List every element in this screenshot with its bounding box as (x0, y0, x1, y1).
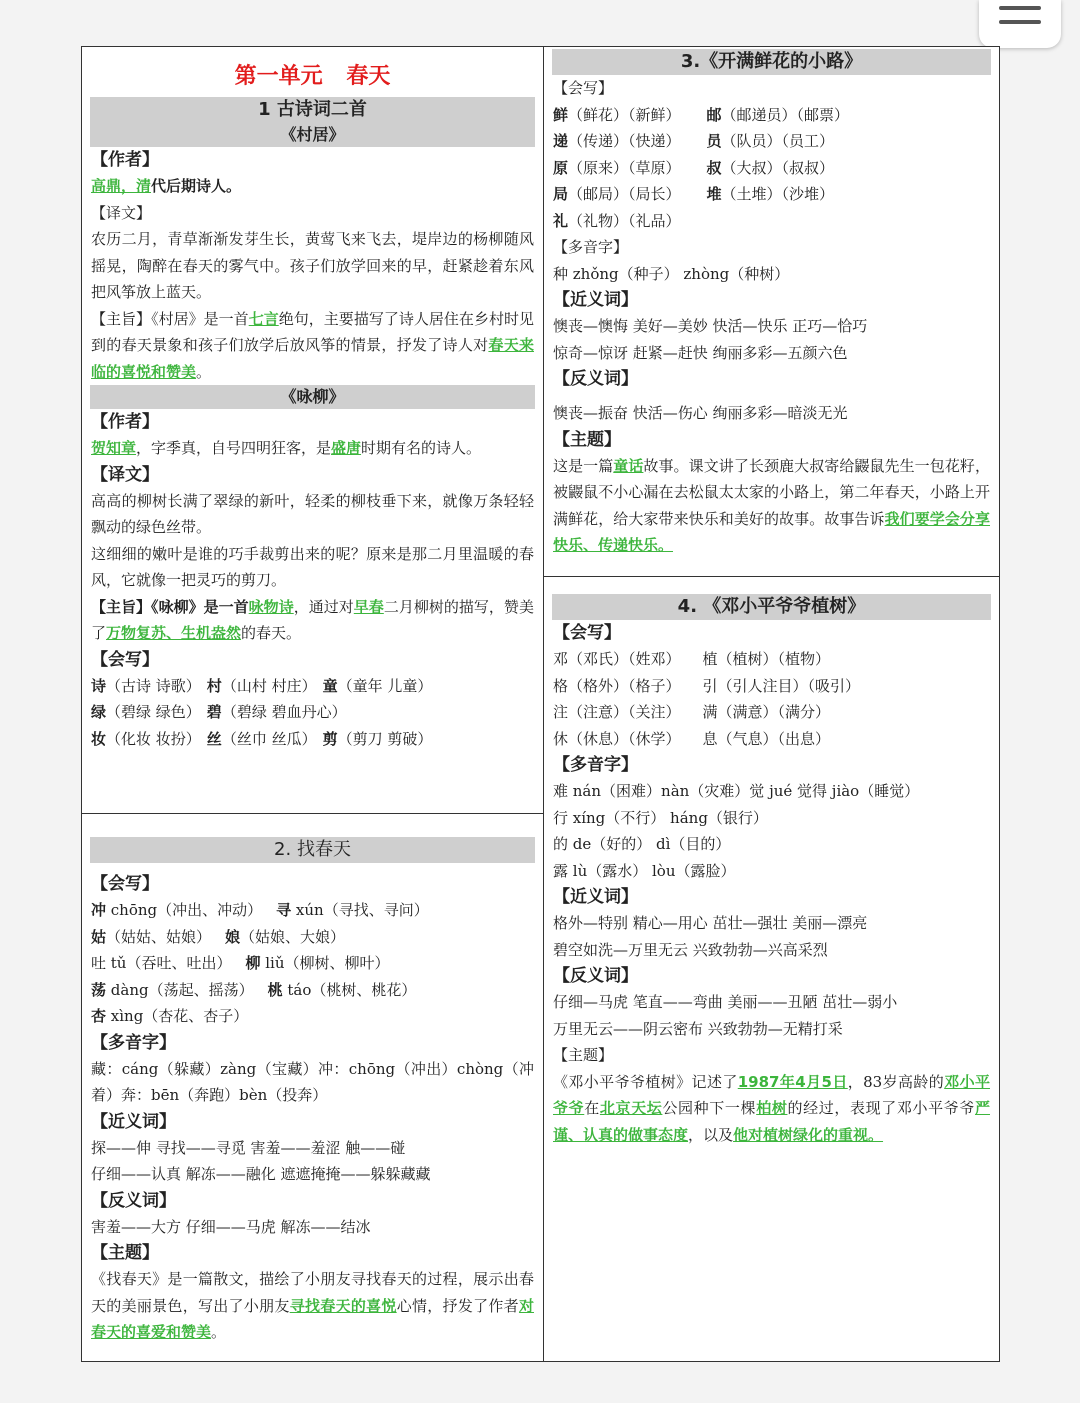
vocab-char: 娘 (225, 927, 241, 946)
left-column (82, 47, 544, 1361)
section-head: 【会写】 (91, 874, 159, 894)
menu-button[interactable] (979, 0, 1061, 48)
vocab-row (82, 1003, 543, 1030)
section-head: 【多音字】 (553, 755, 638, 775)
section-head: 【作者】 (91, 412, 159, 432)
vocab-row (544, 699, 999, 726)
vocab-char: 递 (553, 132, 569, 150)
vocab-words: （碧绿 绿色） (106, 703, 201, 721)
vocab-row (82, 924, 543, 951)
section-head: 【多音字】 (553, 238, 629, 256)
vocab-words: （剪刀 剪破） (337, 729, 433, 748)
translation-text: 这细细的嫩叶是谁的巧手裁剪出来的呢？原来是那二月里温暖的春风，它就像一把灵巧的剪刀。 (91, 544, 534, 589)
lesson3-title: 3.《开满鲜花的小路》 (552, 49, 991, 75)
polyphone-row: 难 nán（困难）nàn（灾难）觉 jué 觉得 jiào（睡觉） (553, 782, 920, 800)
vocab-char: 邮 (706, 105, 722, 124)
antonym-row: 仔细—马虎 笔直——弯曲 美丽——丑陋 茁壮—弱小 (553, 993, 898, 1011)
poem1-title: 《村居》 (90, 123, 535, 147)
vocab-char: 杏 (91, 1007, 107, 1025)
vocab-words: 休（休息）（休学） (553, 729, 681, 748)
vocab-words: （礼物）（礼品） (568, 211, 681, 230)
write-list (82, 897, 543, 1030)
vocab-words: 满（满意）（满分） (702, 703, 831, 721)
write-list (544, 102, 999, 235)
vocab-words: （化妆 妆扮） (106, 729, 201, 748)
vocab-row (544, 673, 999, 700)
vocab-row (544, 102, 999, 129)
section-head: 【近义词】 (553, 290, 638, 310)
synonym-row: 仔细——认真 解冻——融化 遮遮掩掩——躲躲藏藏 (91, 1165, 431, 1183)
vocab-char: 寻 (276, 901, 292, 919)
vocab-row (82, 950, 543, 977)
section-head: 【译文】 (91, 464, 159, 485)
write-list (544, 646, 999, 752)
vocab-char: 礼 (553, 211, 569, 230)
vocab-row (544, 726, 999, 753)
vocab-char: 剪 (322, 729, 338, 748)
vocab-words: dàng（荡起、摇荡） (106, 980, 254, 999)
vocab-words: 植（植树）（植物） (702, 650, 831, 668)
vocab-words: 邓（邓氏）（姓邓） (553, 650, 681, 668)
author-text: 贺知章，字季真，自号四明狂客，是盛唐时期有名的诗人。 (91, 439, 482, 457)
antonym-row: 万里无云——阴云密布 兴致勃勃—无精打采 (553, 1019, 843, 1038)
antonym-row: 害羞——大方 仔细——马虎 解冻——结冰 (91, 1217, 371, 1236)
synonym-row: 惊奇—惊讶 赶紧—赶快 绚丽多彩—五颜六色 (553, 343, 848, 362)
write-list (82, 673, 543, 753)
vocab-words: （邮局）（局长） (568, 185, 681, 203)
vocab-char: 局 (553, 185, 569, 203)
vocab-char: 姑 (91, 927, 107, 946)
vocab-row (82, 897, 543, 924)
vocab-row (544, 646, 999, 673)
theme-text: 《找春天》是一篇散文，描绘了小朋友寻找春天的过程，展示出春天的美丽景色，写出了小朋友寻找春天的喜悦心情，抒发了作者对春天的喜爱和赞美。 (91, 1270, 534, 1341)
vocab-char: 桃 (267, 980, 283, 999)
vocab-words: （姑姑、姑娘） (106, 927, 212, 946)
lesson2-section (82, 837, 543, 1346)
vocab-words: （大叔）（叔叔） (721, 158, 835, 177)
vocab-words: táo（桃树、桃花） (282, 980, 417, 999)
vocab-words: （土堆）（沙堆） (721, 185, 835, 203)
vocab-char: 童 (322, 676, 338, 695)
section-head: 【会写】 (553, 623, 621, 643)
antonym-row: 懊丧—振奋 快活—伤心 绚丽多彩—暗淡无光 (553, 404, 848, 422)
vocab-char: 碧 (206, 703, 222, 721)
study-sheet (81, 46, 1000, 1362)
section-head: 【主题】 (553, 1046, 614, 1064)
vocab-words: （传递）（快递） (568, 132, 681, 150)
polyphone-text: 种 zhǒng（种子） zhòng（种树） (553, 264, 790, 283)
right-column (544, 47, 999, 1361)
vocab-char: 丝 (206, 729, 222, 748)
vocab-words: chōng（冲出、冲动） (106, 901, 263, 919)
vocab-words: （邮递员）（邮票） (721, 105, 850, 124)
synonym-row: 格外—特别 精心—用心 茁壮—强壮 美丽—漂亮 (553, 914, 868, 932)
vocab-words: 吐 tǔ（吞吐、吐出） (91, 954, 232, 972)
vocab-words: liǔ（柳树、柳叶） (260, 954, 390, 972)
section-head: 【近义词】 (553, 887, 638, 907)
section-head: 【作者】 (91, 150, 159, 170)
vocab-char: 绿 (91, 703, 107, 721)
vocab-char: 诗 (91, 676, 107, 695)
polyphone-row: 行 xíng（不行） háng（银行） (553, 808, 768, 827)
vocab-words: （丝巾 丝瓜） (221, 729, 317, 748)
vocab-words: xìng（杏花、杏子） (106, 1007, 249, 1025)
synonym-row: 懊丧—懊悔 美好—美妙 快活—快乐 正巧—恰巧 (553, 317, 868, 335)
vocab-row (82, 699, 543, 726)
theme-text: 【主旨】《村居》是一首七言绝句，主要描写了诗人居住在乡村时见到的春天景象和孩子们放学后放风筝的情景，抒发了诗人对春天来临的喜悦和赞美。 (91, 309, 534, 381)
polyphone-row: 的 de（好的） dì（目的） (553, 835, 731, 853)
vocab-char: 村 (206, 676, 222, 695)
vocab-words: （原来）（草原） (568, 158, 681, 177)
lesson4-section (544, 594, 999, 1148)
unit-title: 第一单元 春天 (234, 64, 391, 89)
theme-text: 这是一篇童话故事。课文讲了长颈鹿大叔寄给鼹鼠先生一包花籽，被鼹鼠不小心漏在去松鼠太太家的小路上，第二年春天，小路上开满鲜花，给大家带来快乐和美好的故事。故事告诉我们要学会分享快乐、传递快乐。 (553, 456, 990, 554)
vocab-char: 原 (553, 158, 569, 177)
vocab-char: 员 (706, 132, 722, 150)
section-head: 【近义词】 (91, 1111, 176, 1132)
vocab-row (82, 977, 543, 1004)
author-text: 高鼎，清代后期诗人。 (91, 177, 242, 195)
lesson3-section (544, 49, 999, 559)
polyphone-row: 露 lù（露水） lòu（露脸） (553, 861, 736, 880)
section-head: 【主题】 (553, 429, 621, 450)
vocab-words: （古诗 诗歌） (106, 676, 201, 695)
translation-text: 农历二月，青草渐渐发芽生长，黄莺飞来飞去，堤岸边的杨柳随风摇晃，陶醉在春天的雾气中。孩子们放学回来的早，赶紧趁着东风把风筝放上蓝天。 (91, 230, 534, 301)
polyphone-text: 藏：cáng（躲藏）zàng（宝藏）冲：chōng（冲出）chòng（冲着）奔：bēn（奔跑）bèn（投奔） (91, 1059, 534, 1104)
vocab-words: （姑娘、大娘） (240, 927, 346, 946)
divider (544, 576, 999, 577)
section-head: 【反义词】 (553, 966, 638, 986)
vocab-words: 引（引人注目）（吸引） (702, 676, 861, 695)
synonym-row: 探——伸 寻找——寻觅 害羞——羞涩 触——碰 (91, 1138, 406, 1157)
section-head: 【反义词】 (91, 1190, 176, 1211)
vocab-words: 格（格外）（格子） (553, 676, 681, 695)
theme-text: 《邓小平爷爷植树》记述了1987年4月5日，83岁高龄的邓小平爷爷在北京天坛公园种下一棵柏树的经过，表现了邓小平爷爷严谨、认真的做事态度，以及他对植树绿化的重视。 (553, 1072, 990, 1144)
vocab-row (544, 181, 999, 208)
vocab-char: 妆 (91, 729, 107, 748)
section-head: 【译文】 (91, 203, 152, 222)
vocab-char: 柳 (245, 954, 261, 972)
vocab-char: 叔 (706, 158, 722, 177)
lesson1-title: 1 古诗词二首 (90, 97, 535, 123)
section-head: 【多音字】 (91, 1032, 176, 1053)
vocab-words: xún（寻找、寻问） (291, 901, 429, 919)
divider (82, 813, 543, 814)
lesson2-title: 2. 找春天 (90, 837, 535, 863)
vocab-words: （鲜花）（新鲜） (568, 105, 681, 124)
section-head: 【会写】 (91, 649, 159, 670)
vocab-row (544, 128, 999, 155)
vocab-char: 堆 (706, 185, 722, 203)
vocab-row (82, 726, 543, 753)
section-head: 【主题】 (91, 1243, 159, 1263)
theme-text: 【主旨】《咏柳》是一首咏物诗，通过对早春二月柳树的描写，赞美了万物复苏、生机盎然的春天。 (91, 597, 534, 642)
vocab-char: 荡 (91, 980, 107, 999)
vocab-words: （队员）（员工） (721, 132, 835, 150)
vocab-char: 冲 (91, 901, 107, 919)
vocab-char: 鲜 (553, 105, 569, 124)
vocab-words: 息（气息）（出息） (702, 729, 831, 748)
poem2-title: 《咏柳》 (90, 385, 535, 409)
vocab-row (82, 673, 543, 700)
synonym-row: 碧空如洗—万里无云 兴致勃勃—兴高采烈 (553, 940, 828, 959)
vocab-words: （童年 儿童） (337, 676, 433, 695)
section-head: 【会写】 (553, 79, 614, 97)
translation-text: 高高的柳树长满了翠绿的新叶，轻柔的柳枝垂下来，就像万条轻轻飘动的绿色丝带。 (91, 491, 534, 536)
vocab-words: （山村 村庄） (221, 676, 317, 695)
vocab-words: （碧绿 碧血丹心） (221, 703, 347, 721)
lesson4-title: 4. 《邓小平爷爷植树》 (552, 594, 991, 620)
vocab-row (544, 208, 999, 235)
section-head: 【反义词】 (553, 369, 638, 389)
vocab-row (544, 155, 999, 182)
vocab-words: 注（注意）（关注） (553, 703, 681, 721)
